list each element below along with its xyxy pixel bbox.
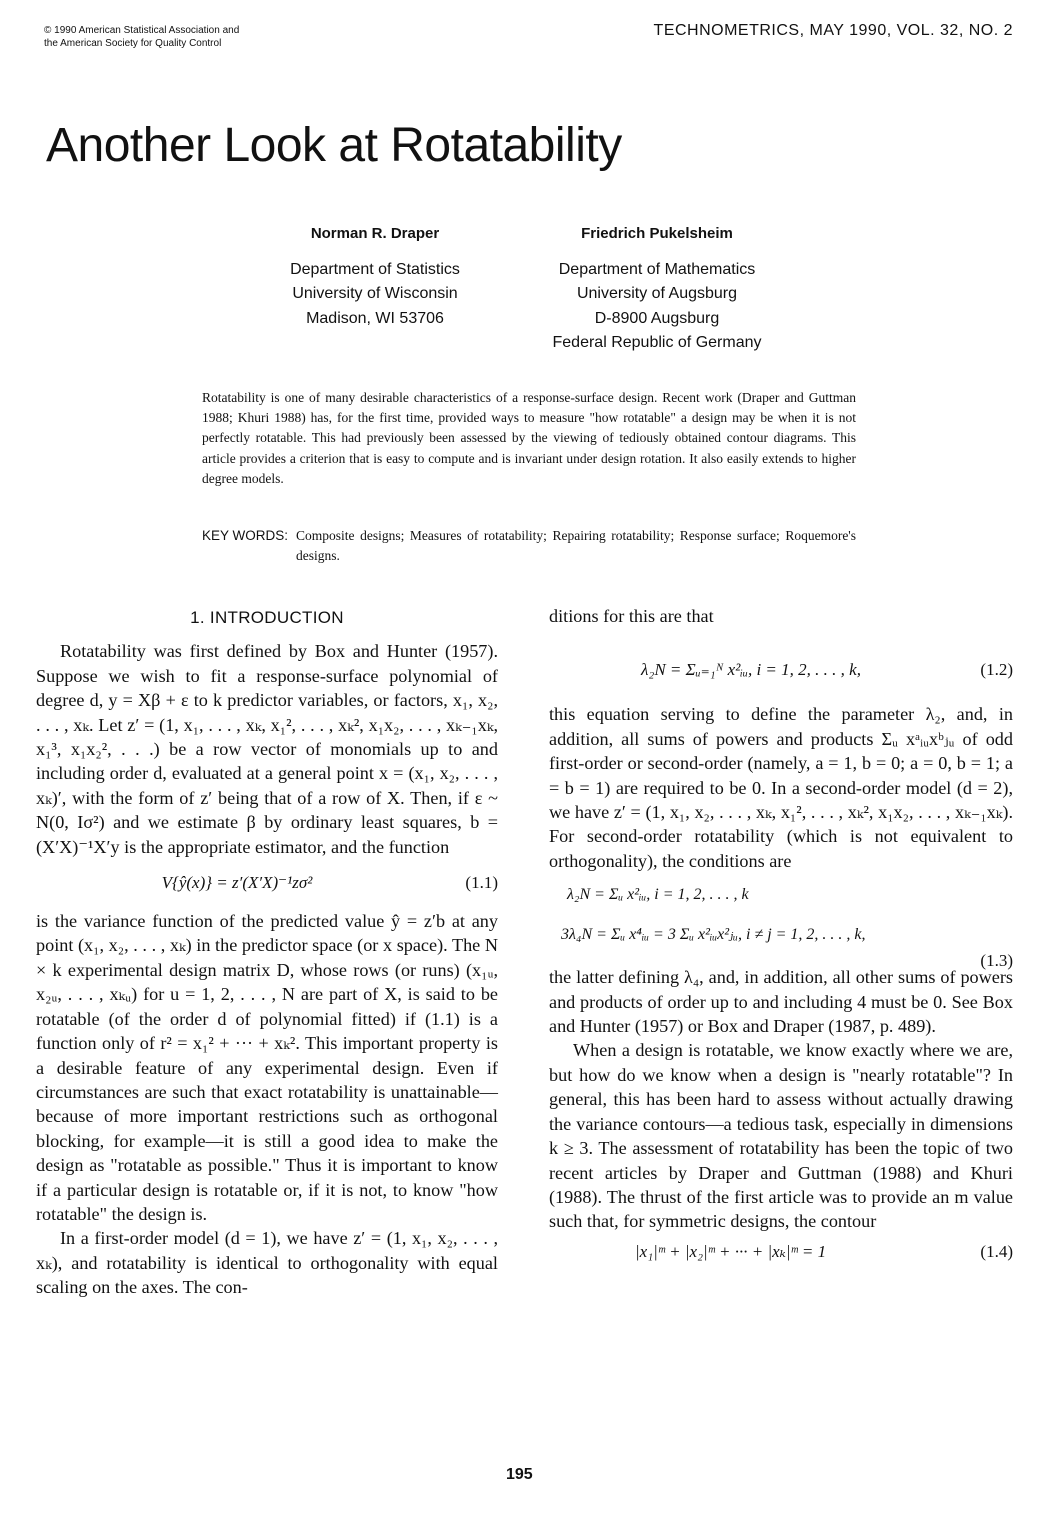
author-name: Friedrich Pukelsheim bbox=[581, 225, 733, 242]
affiliation-line: Department of Statistics bbox=[290, 260, 460, 278]
paragraph: is the variance function of the predicted value ŷ = z′b at any point (x₁, x₂, . . . , xₖ) in the predictor space (or x space). The N × k experimental design matrix D, whose rows (or runs) (x₁ᵤ, x₂ᵤ, . . . , xₖᵤ) for u = 1, 2, . . . , N are part of X, is said to be rotatable (of the order d of polynomial fitted) if (1.1) is a function only of r² = x₁² + ··· + xₖ². This important property is a desirable feature of any experimental design. Even if circumstances are such that exact rotatability is unattainable—because of more important restrictions such as orthogonal blocking, for example—it is still a good idea to make the design as "rotatable as possible." Thus it is important to know if a particular design is rotatable or, if it is not, to know "how rotatable" the design is. bbox=[36, 911, 498, 1224]
article-title: Another Look at Rotatability bbox=[46, 119, 622, 172]
affiliation-line: University of Wisconsin bbox=[292, 285, 458, 302]
equation-1-3 bbox=[549, 873, 1013, 971]
abstract: Rotatability is one of many desirable characteristics of a response-surface design. Recent work (Draper and Guttman 1988; Khuri 1988) has, for the first time, provided ways to measure "how rotatable" a design may be when it is not perfectly rotatable. This had previously been assessed by the viewing of tediously obtained contour diagrams. This article provides a criterion that is easy to compute and is invariant under design rotation. It also easily extends to higher degree models. bbox=[202, 390, 856, 486]
paragraph: Rotatability was first defined by Box and Hunter (1957). Suppose we wish to fit a response-surface polynomial of degree d, y = Xβ + ε to k predictor variables, or factors, x₁, x₂, . . . , xₖ. Let z′ = (1, x₁, . . . , xₖ, x₁², . . . , xₖ², x₁x₂, . . . , xₖ₋₁xₖ, x₁³, x₁x₂², . . .) be a row vector of monomials up to and including order d, evaluated at a general point x = (x₁, x₂, . . . , xₖ)′, with the form of z′ being that of a row of X. Then, if ε ~ N(0, Iσ²) and we estimate β by ordinary least squares, b = (X′X)⁻¹X′y is the appropriate estimator, and the function bbox=[36, 641, 498, 857]
keywords-label: KEY WORDS: bbox=[202, 528, 289, 543]
equation-number: (1.4) bbox=[980, 1241, 1013, 1261]
author-block-2 bbox=[526, 222, 788, 356]
keywords bbox=[202, 526, 856, 566]
affiliation-line: Department of Mathematics bbox=[558, 260, 756, 278]
equation-1-1 bbox=[36, 859, 498, 909]
affiliation-line: University of Augsburg bbox=[576, 285, 738, 302]
equation-number: (1.2) bbox=[980, 660, 1013, 680]
copyright-notice bbox=[44, 24, 239, 50]
paragraph: the latter defining λ₄, and, in addition, all other sums of powers and products of order up to and including 4 must be 0. See Box and Hunter (1957) or Box and Draper (1987, p. 489). bbox=[549, 967, 1013, 1037]
left-column bbox=[36, 604, 498, 1300]
copyright-line-2: the American Society for Quality Control bbox=[44, 38, 222, 49]
journal-header: TECHNOMETRICS, MAY 1990, VOL. 32, NO. 2 bbox=[653, 22, 1013, 39]
paragraph: When a design is rotatable, we know exactly where we are, but how do we know when a design is "nearly rotatable"? In general, this has been hard to assess without actually drawing the variance contours—a tedious task, especially in dimensions k ≥ 3. The assessment of rotatability has been the topic of two recent articles by Draper and Guttman (1988) and Khuri (1988). The thrust of the first article was to provide an m value such that, for symmetric designs, the contour bbox=[549, 1040, 1013, 1232]
author-name: Norman R. Draper bbox=[310, 225, 440, 242]
equation-number: (1.3) bbox=[980, 951, 1013, 971]
equation-body: |x₁|ᵐ + |x₂|ᵐ + ··· + |xₖ|ᵐ = 1 bbox=[635, 1241, 827, 1261]
page-number: 195 bbox=[506, 1466, 533, 1483]
paragraph: this equation serving to define the parameter λ₂, and, in addition, all sums of powers and products Σᵤ xᵃᵢᵤxᵇⱼᵤ of odd first-order or second-order (namely, a = 1, b = 0; a = 0, b = 1; a = b = 1) are required to be 0. In a second-order model (d = 2), we have z′ = (1, x₁, x₂, . . . , xₖ, x₁², . . . , xₖ², x₁x₂, . . . , xₖ₋₁xₖ). For second-order rotatability (which is not equivalent to orthogonality), the conditions are bbox=[549, 704, 1013, 871]
equation-1-2 bbox=[549, 628, 1013, 702]
paragraph: In a first-order model (d = 1), we have z′ = (1, x₁, x₂, . . . , xₖ), and rotatability is identical to orthogonality with equal scaling on the axes. The con- bbox=[36, 1228, 498, 1298]
copyright-line-1: © 1990 American Statistical Association and bbox=[44, 25, 240, 36]
equation-number: (1.1) bbox=[465, 873, 498, 893]
right-column bbox=[549, 604, 1013, 1274]
affiliation-line: Madison, WI 53706 bbox=[306, 309, 444, 327]
keywords-text: Composite designs; Measures of rotatability; Repairing rotatability; Response surface; Roquemore's designs. bbox=[296, 528, 856, 564]
affiliation-line: Federal Republic of Germany bbox=[552, 334, 762, 351]
section-heading: 1. INTRODUCTION bbox=[190, 608, 344, 627]
equation-line-1: λ₂N = Σᵤ x²ᵢᵤ, i = 1, 2, . . . , k bbox=[567, 886, 749, 904]
paragraph: ditions for this are that bbox=[549, 606, 714, 626]
equation-body: λ₂N = Σᵤ₌₁ᴺ x²ᵢᵤ, i = 1, 2, . . . , k, bbox=[641, 660, 861, 680]
affiliation-line: D-8900 Augsburg bbox=[594, 309, 720, 327]
equation-body: V{ŷ(x)} = z′(X′X)⁻¹zσ² bbox=[161, 873, 313, 893]
author-block-1 bbox=[262, 222, 488, 331]
equation-1-4 bbox=[549, 1234, 1013, 1274]
equation-line-2: 3λ₄N = Σᵤ x⁴ᵢᵤ = 3 Σᵤ x²ᵢᵤx²ⱼᵤ, i ≠ j = 1, 2, . . . , k, bbox=[561, 926, 866, 944]
